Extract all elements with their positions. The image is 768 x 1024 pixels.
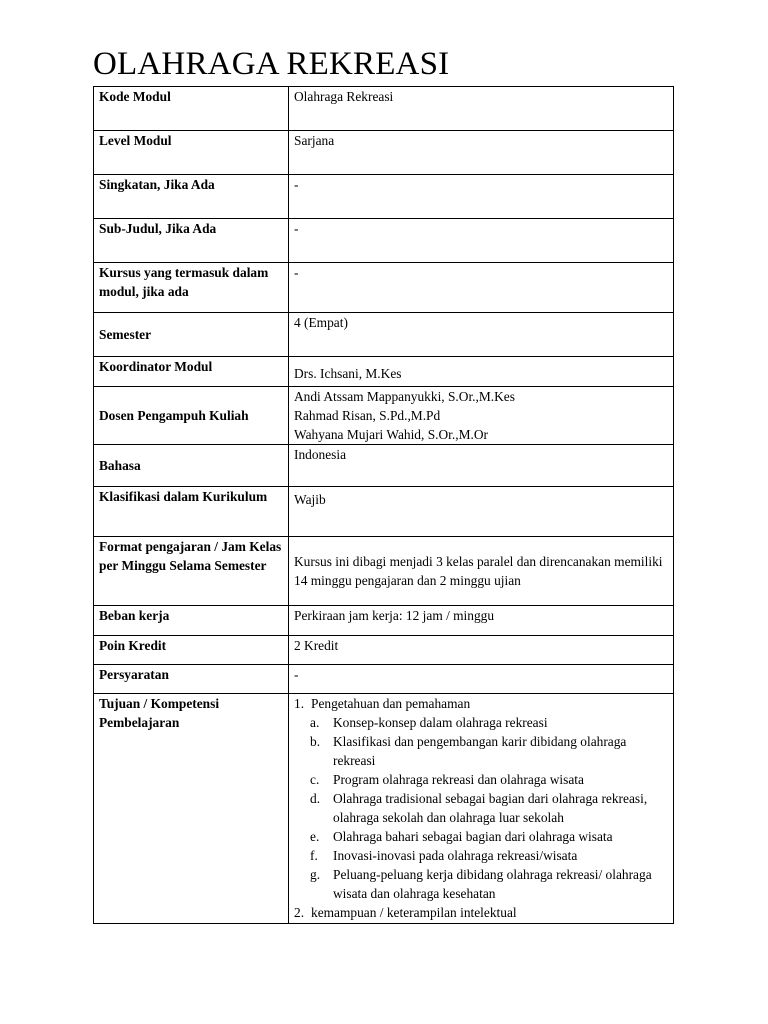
value-persyaratan: -: [289, 665, 674, 694]
sub-list-text: Program olahraga rekreasi dan olahraga wisata: [333, 772, 584, 787]
table-row-dosen: [94, 387, 674, 445]
list-number: 2.: [294, 905, 305, 920]
sub-list-letter: d.: [310, 791, 321, 806]
label-beban: Beban kerja: [94, 606, 289, 636]
sub-list-letter: b.: [310, 734, 321, 749]
label-tujuan: Tujuan / Kompetensi Pembelajaran: [94, 694, 289, 924]
value-level-modul: Sarjana: [289, 131, 674, 175]
value-poin: 2 Kredit: [289, 636, 674, 665]
value-semester: 4 (Empat): [289, 313, 674, 357]
sub-list-text: Peluang-peluang kerja dibidang olahraga rekreasi/ olahraga wisata dan olahraga kesehatan: [333, 867, 652, 901]
sub-list-item: [294, 865, 668, 903]
value-beban: Perkiraan jam kerja: 12 jam / minggu: [289, 606, 674, 636]
table-row-level-modul: [94, 131, 674, 175]
sub-list-text: Olahraga tradisional sebagai bagian dari olahraga rekreasi, olahraga sekolah dan olahraga luar sekolah: [333, 791, 648, 825]
label-klasifikasi: Klasifikasi dalam Kurikulum: [94, 487, 289, 537]
value-dosen: [289, 387, 674, 445]
sub-list-letter: a.: [310, 715, 320, 730]
dosen-name: Andi Atssam Mappanyukki, S.Or.,M.Kes: [294, 389, 515, 404]
table-row-klasifikasi: [94, 487, 674, 537]
label-persyaratan: Persyaratan: [94, 665, 289, 694]
table-row-sub-judul: [94, 219, 674, 263]
list-item-text: kemampuan / keterampilan intelektual: [311, 905, 517, 920]
list-item: [294, 694, 668, 903]
label-singkatan: Singkatan, Jika Ada: [94, 175, 289, 219]
label-poin: Poin Kredit: [94, 636, 289, 665]
page-title: OLAHRAGA REKREASI: [93, 46, 450, 82]
sub-list-text: Konsep-konsep dalam olahraga rekreasi: [333, 715, 548, 730]
value-koordinator: Drs. Ichsani, M.Kes: [289, 357, 674, 387]
value-format: Kursus ini dibagi menjadi 3 kelas paralel dan direncanakan memiliki 14 minggu pengajaran dan 2 minggu ujian: [289, 537, 674, 606]
label-sub-judul: Sub-Judul, Jika Ada: [94, 219, 289, 263]
value-bahasa: Indonesia: [289, 445, 674, 487]
label-kursus: Kursus yang termasuk dalam modul, jika ada: [94, 263, 289, 313]
sub-list-letter: f.: [310, 848, 318, 863]
sub-list-item: [294, 713, 668, 732]
table-row-kursus: [94, 263, 674, 313]
dosen-name: Rahmad Risan, S.Pd.,M.Pd: [294, 408, 441, 423]
list-item: [294, 903, 668, 922]
table-row-kode-modul: [94, 87, 674, 131]
value-sub-judul: -: [289, 219, 674, 263]
table-row-format: [94, 537, 674, 606]
label-koordinator: Koordinator Modul: [94, 357, 289, 387]
table-row-beban: [94, 606, 674, 636]
value-kursus: -: [289, 263, 674, 313]
label-bahasa: Bahasa: [94, 445, 289, 487]
table-row-bahasa: [94, 445, 674, 487]
list-item-text: Pengetahuan dan pemahaman: [311, 696, 471, 711]
table-row-koordinator: [94, 357, 674, 387]
table-row-persyaratan: [94, 665, 674, 694]
sub-list-item: [294, 789, 668, 827]
value-singkatan: -: [289, 175, 674, 219]
module-info-table: [93, 86, 674, 924]
sub-list-letter: g.: [310, 867, 321, 882]
sub-list-text: Klasifikasi dan pengembangan karir dibidang olahraga rekreasi: [333, 734, 627, 768]
value-kode-modul: Olahraga Rekreasi: [289, 87, 674, 131]
dosen-name: Wahyana Mujari Wahid, S.Or.,M.Or: [294, 427, 488, 442]
list-number: 1.: [294, 696, 305, 711]
sub-list-item: [294, 770, 668, 789]
label-dosen: Dosen Pengampuh Kuliah: [94, 387, 289, 445]
label-level-modul: Level Modul: [94, 131, 289, 175]
sub-list-letter: c.: [310, 772, 320, 787]
label-format: Format pengajaran / Jam Kelas per Minggu Selama Semester: [94, 537, 289, 606]
label-kode-modul: Kode Modul: [94, 87, 289, 131]
table-row-tujuan: [94, 694, 674, 924]
sub-list-letter: e.: [310, 829, 320, 844]
value-klasifikasi: Wajib: [289, 487, 674, 537]
table-row-semester: [94, 313, 674, 357]
sub-list: [294, 713, 668, 903]
sub-list-item: [294, 732, 668, 770]
competency-list: [294, 694, 668, 922]
sub-list-text: Inovasi-inovasi pada olahraga rekreasi/wisata: [333, 848, 578, 863]
table-row-singkatan: [94, 175, 674, 219]
sub-list-text: Olahraga bahari sebagai bagian dari olahraga wisata: [333, 829, 613, 844]
sub-list-item: [294, 827, 668, 846]
label-semester: Semester: [94, 313, 289, 357]
sub-list-item: [294, 846, 668, 865]
table-row-poin: [94, 636, 674, 665]
value-tujuan: [289, 694, 674, 924]
